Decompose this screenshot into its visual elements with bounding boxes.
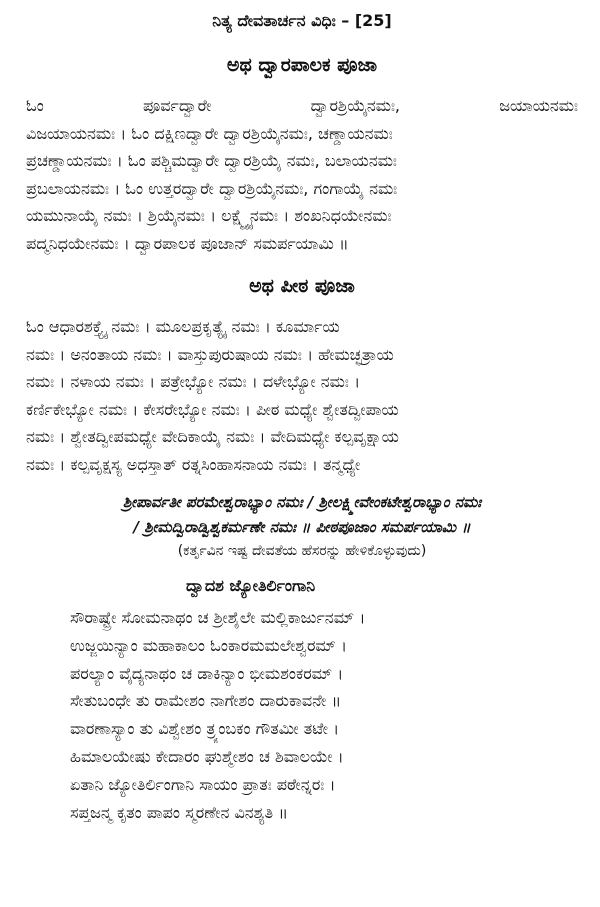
word: ಜಯಾಯನಮಃ [499, 96, 578, 115]
dwarapalaka-line-3: ಪ್ರಚಣ್ಡಾಯನಮಃ । ಓಂ ಪಶ್ಚಿಮದ್ವಾರೇ ದ್ವಾರಶ್ರಿಯೈ ನಮಃ, ಬಲಾಯನಮಃ [26, 151, 397, 170]
verse-line-3: ಪರಲ್ಯಾಂ ವೈದ್ಯನಾಥಂ ಚ ಡಾಕಿನ್ಯಾಂ ಭೀಮಶಂಕರಮ್ । [70, 663, 344, 683]
peetha-line-4: ಕರ್ಣಿಕೇಭ್ಯೋ ನಮಃ । ಕೇಸರೇಭ್ಯೋ ನಮಃ । ಪೀಠ ಮಧ್ಯೇ ಶ್ವೇತದ್ವೀಪಾಯ [26, 399, 399, 419]
verse-line-8: ಸಪ್ತಜನ್ಮ ಕೃತಂ ಪಾಪಂ ಸ್ಮರಣೇನ ವಿನಶ್ಯತಿ ॥ [70, 802, 288, 822]
peetha-dedication [26, 490, 578, 540]
dwarapalaka-title: ಅಥ ದ್ವಾರಪಾಲಕ ಪೂಜಾ [226, 54, 378, 76]
peetha-line-5: ನಮಃ । ಶ್ವೇತದ್ವೀಪಮಧ್ಯೇ ವೇದಿಕಾಯೈ ನಮಃ । ವೇದಿಮಧ್ಯೇ ಕಲ್ಪವೃಕ್ಷಾಯ [26, 427, 399, 446]
jyotirlinga-title: ದ್ವಾದಶ ಜ್ಯೋತಿರ್ಲಿಂಗಾನಿ [186, 576, 316, 595]
verse-line-7: ಏತಾನಿ ಜ್ಯೋತಿರ್ಲಿಂಗಾನಿ ಸಾಯಂ ಪ್ರಾತಃ ಪಠೇನ್ನರಃ । [70, 774, 336, 794]
dedication-line-1: ಶ್ರೀಪಾರ್ವತೀ ಪರಮೇಶ್ವರಾಭ್ಯಾಂ ನಮಃ / ಶ್ರೀಲಕ್ಷ್ಮೀವೇಂಕಟೇಶ್ವರಾಭ್ಯಾಂ ನಮಃ [122, 493, 482, 511]
dwarapalaka-line-6: ಪದ್ಮನಿಧಯೇನಮಃ । ದ್ವಾರಪಾಲಕ ಪೂಜಾನ್ ಸಮರ್ಪಯಾಮಿ ॥ [26, 233, 349, 253]
peetha-title: ಅಥ ಪೀಠ ಪೂಜಾ [249, 275, 355, 297]
peetha-line-2: ನಮಃ । ಅನಂತಾಯ ನಮಃ । ವಾಸ್ತುಪುರುಷಾಯ ನಮಃ । ಹೇಮಚ್ಛತ್ರಾಯ [26, 344, 394, 364]
dwarapalaka-line-4: ಪ್ರಬಲಾಯನಮಃ । ಓಂ ಉತ್ತರದ್ವಾರೇ ದ್ವಾರಶ್ರಿಯೈನಮಃ, ಗಂಗಾಯೈ ನಮಃ [26, 178, 398, 198]
peetha-line-3: ನಮಃ । ನಳಾಯ ನಮಃ । ಪತ್ರೇಭ್ಯೋ ನಮಃ । ದಳೇಭ್ಯೋ ನಮಃ । [26, 372, 361, 391]
peetha-line-1: ಓಂ ಆಧಾರಶಕ್ತ್ಯೈ ನಮಃ । ಮೂಲಪ್ರಕೃತ್ಯೈ ನಮಃ । ಕೂರ್ಮಾಯ [26, 317, 340, 336]
dwarapalaka-line-5: ಯಮುನಾಯೈ ನಮಃ । ಶ್ರಿಯೈನಮಃ । ಲಕ್ಷ್ಮ್ಯೈನಮಃ । ಶಂಖನಿಧಯೇನಮಃ [26, 206, 392, 225]
verse-line-5: ವಾರಣಾಸ್ಯಾಂ ತು ವಿಶ್ವೇಶಂ ತ್ರ್ಯಂಬಕಂ ಗೌತಮೀ ತಟೇ । [70, 719, 340, 739]
dwarapalaka-paragraph [26, 92, 578, 257]
word: ದ್ವಾರಶ್ರಿಯೈನಮಃ, [310, 96, 401, 115]
instruction-note: (ಕರ್ತೃವಿನ ಇಷ್ಟ ದೇವತೆಯ ಹೆಸರನ್ನು ಹೇಳಿಕೊಳ್ಳುವುದು) [177, 543, 427, 559]
dwarapalaka-line-1 [26, 92, 578, 120]
jyotirlinga-verse [26, 604, 578, 826]
verse-line-1: ಸೌರಾಷ್ಟ್ರೇ ಸೋಮನಾಥಂ ಚ ಶ್ರೀಶೈಲೇ ಮಲ್ಲಿಕಾರ್ಜುನಮ್ । [70, 608, 366, 627]
word: ಓಂ [26, 96, 44, 115]
verse-line-4: ಸೇತುಬಂಧೇ ತು ರಾಮೇಶಂ ನಾಗೇಶಂ ದಾರುಕಾವನೇ ॥ [70, 691, 342, 711]
dwarapalaka-line-2: ವಿಜಯಾಯನಮಃ । ಓಂ ದಕ್ಷಿಣದ್ವಾರೇ ದ್ವಾರಶ್ರಿಯೈನಮಃ, ಚಣ್ಡಾಯನಮಃ [26, 123, 393, 143]
verse-line-6: ಹಿಮಾಲಯೇಷು ಕೇದಾರಂ ಘುಶ್ಮೇಶಂ ಚ ಶಿವಾಲಯೇ । [70, 746, 344, 766]
verse-line-2: ಉಜ್ಜಯಿನ್ಯಾಂ ಮಹಾಕಾಲಂ ಓಂಕಾರಮಮಲೇಶ್ವರಮ್ । [70, 635, 347, 655]
peetha-line-6: ನಮಃ । ಕಲ್ಪವೃಕ್ಷಸ್ಯ ಅಧಸ್ತಾತ್ ರತ್ನಸಿಂಹಾಸನಾಯ ನಮಃ । ತನ್ಮಧ್ಯೇ [26, 454, 361, 474]
dedication-line-2: / ಶ್ರೀಮದ್ವಿರಾಡ್ವಿಶ್ವಕರ್ಮಣೇ ನಮಃ ॥ ಪೀಠಪೂಜಾಂ ಸಮರ್ಪಯಾಮಿ ॥ [133, 518, 471, 536]
running-header: ನಿತ್ಯ ದೇವತಾರ್ಚನ ವಿಧಿಃ – [25] [212, 11, 392, 30]
word: ಪೂರ್ವದ್ವಾರೇ [143, 96, 212, 115]
peetha-paragraph [26, 313, 578, 478]
